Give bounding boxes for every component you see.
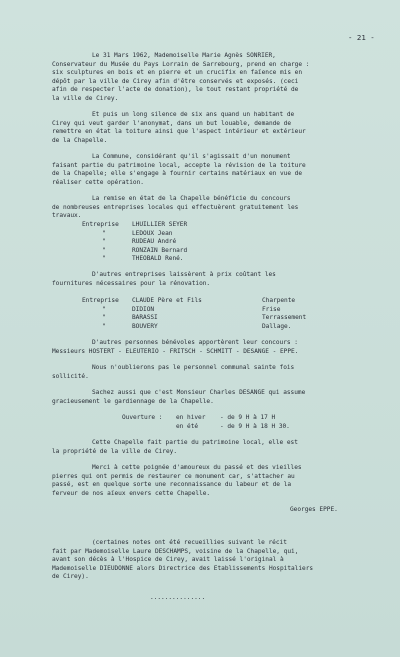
p9-line-1: Cette Chapelle fait partie du patrimoine local, elle est <box>92 439 298 446</box>
ent1-prefix-4: " <box>102 246 106 254</box>
note-line-4: Mademoiselle DIEUDONNE alors Directrice des Etablissements Hospitaliers <box>52 564 314 572</box>
p1-line-3: six sculptures en bois et en pierre et un crucifix en faïence mis en <box>52 69 303 76</box>
p10-line-3: passé, est en quelque sorte une reconnaissance du labeur et de la <box>52 481 292 488</box>
p3-line-2: faisant partie du patrimoine local, accepte la révision de la toiture <box>52 161 306 169</box>
ent2-name-4: BOUVERY <box>132 322 158 330</box>
closing-dots: ............... <box>150 594 206 601</box>
p4-line-1: La remise en état de la Chapelle bénéficie du concours <box>92 195 291 202</box>
ent2-task-3: Terrassement <box>262 314 307 321</box>
note-line-1: (certaines notes ont été recueillies suivant le récit <box>92 539 287 546</box>
ent2-name-3: BARASSI <box>132 314 158 321</box>
ouverture-label: Ouverture : <box>122 414 163 421</box>
ouverture-hours-2: - de 9 H à 18 H 30. <box>220 422 290 430</box>
p7-line-1: Nous n'oublierons pas le personnel communal sainte fois <box>92 364 295 371</box>
p4-line-3: travaux. <box>52 212 82 219</box>
note-line-2: fait par Mademoiselle Laure DESCHAMPS, voisine de la Chapelle, qui, <box>52 547 299 555</box>
ent1-prefix-3: " <box>102 238 106 245</box>
p2-line-3: remettre en état la toiture ainsi que l'aspect intérieur et extérieur <box>52 128 306 135</box>
signature: Georges EPPE. <box>290 506 338 513</box>
ent1-name-1: LHUILLIER SEYER <box>132 221 188 228</box>
ent2-name-2: DIDION <box>132 305 155 313</box>
p1-line-1: Le 31 Mars 1962, Mademoiselle Marie Agnès SONRIER, <box>92 52 276 59</box>
p1-line-4: dépôt par la ville de Cirey afin d'être conservés et exposés. (ceci <box>52 77 299 85</box>
p10-line-4: ferveur de nos aïeux envers cette Chapelle. <box>52 489 211 497</box>
p1-line-6: la ville de Cirey. <box>52 94 119 102</box>
ent2-prefix-2: " <box>102 305 106 313</box>
p5-line-1: D'autres entreprises laissèrent à prix coûtant les <box>92 271 276 278</box>
p10-line-1: Merci à cette poignée d'amoureux du passé et des vieilles <box>92 464 302 471</box>
p1-line-5: afin de respecter l'acte de donation), le tout restant propriété de <box>52 86 299 93</box>
ent2-task-2: Frise <box>262 305 281 313</box>
p5-line-2: fournitures nécessaires pour la rénovation. <box>52 279 211 287</box>
ent2-prefix-4: " <box>102 322 106 330</box>
ent1-name-2: LEDOUX Jean <box>132 229 173 237</box>
p3-line-1: La Commune, considérant qu'il s'agissait d'un monument <box>92 153 291 160</box>
ent1-prefix-5: " <box>102 255 106 262</box>
p6-line-2: Messieurs HOSTERT - ELEUTERIO - FRITSCH - SCHMITT - DESANGE - EPPE. <box>52 347 299 355</box>
page-number: - 21 - <box>348 33 375 42</box>
ent2-prefix-1: Entreprise <box>82 297 119 304</box>
note-line-3: avant son décès à l'Hospice de Cirey, avait laissé l'original à <box>52 556 284 563</box>
ent2-task-4: Dallage. <box>262 322 292 330</box>
p10-line-2: pierres qui ont permis de restaurer ce monument car, s'attacher au <box>52 472 295 480</box>
ouverture-hours-1: - de 9 H à 17 H <box>220 414 276 421</box>
ouverture-season-1: en hiver <box>176 414 206 421</box>
p9-line-2: la propriété de la ville de Cirey. <box>52 447 178 455</box>
p3-line-3: de la Chapelle; elle s'engage à fournir certains matériaux en vue de <box>52 170 303 177</box>
ouverture-season-2: en été <box>176 422 199 430</box>
p3-line-4: réaliser cette opération. <box>52 178 144 186</box>
p8-line-2: gracieusement le gardiennage de la Chapelle. <box>52 397 214 405</box>
ent1-name-4: RONZAIN Bernard <box>132 246 188 254</box>
ent2-name-1: CLAUDE Père et Fils <box>132 297 202 304</box>
ent2-prefix-3: " <box>102 314 106 321</box>
ent1-prefix-1: Entreprise <box>82 221 119 228</box>
note-line-5: de Cirey). <box>52 573 89 580</box>
p7-line-2: sollicité. <box>52 372 89 380</box>
p6-line-1: D'autres personnes bénévoles apportèrent leur concours : <box>92 339 298 346</box>
ent1-name-5: THEOBALD René. <box>132 255 184 262</box>
ent1-prefix-2: " <box>102 229 106 237</box>
p2-line-4: de la Chapelle. <box>52 136 108 144</box>
ent1-name-3: RUDEAU André <box>132 238 177 245</box>
p4-line-2: de nombreuses entreprises locales qui effectuèrent gratuitement les <box>52 203 299 211</box>
p2-line-1: Et puis un long silence de six ans quand un habitant de <box>92 111 295 118</box>
p2-line-2: Cirey qui veut garder l'anonymat, dans un but louable, demande de <box>52 119 292 127</box>
p8-line-1: Sachez aussi que c'est Monsieur Charles DESANGE qui assume <box>92 389 306 396</box>
p1-line-2: Conservateur du Musée du Pays Lorrain de Sarrebourg, prend en charge : <box>52 60 310 68</box>
ent2-task-1: Charpente <box>262 297 296 304</box>
